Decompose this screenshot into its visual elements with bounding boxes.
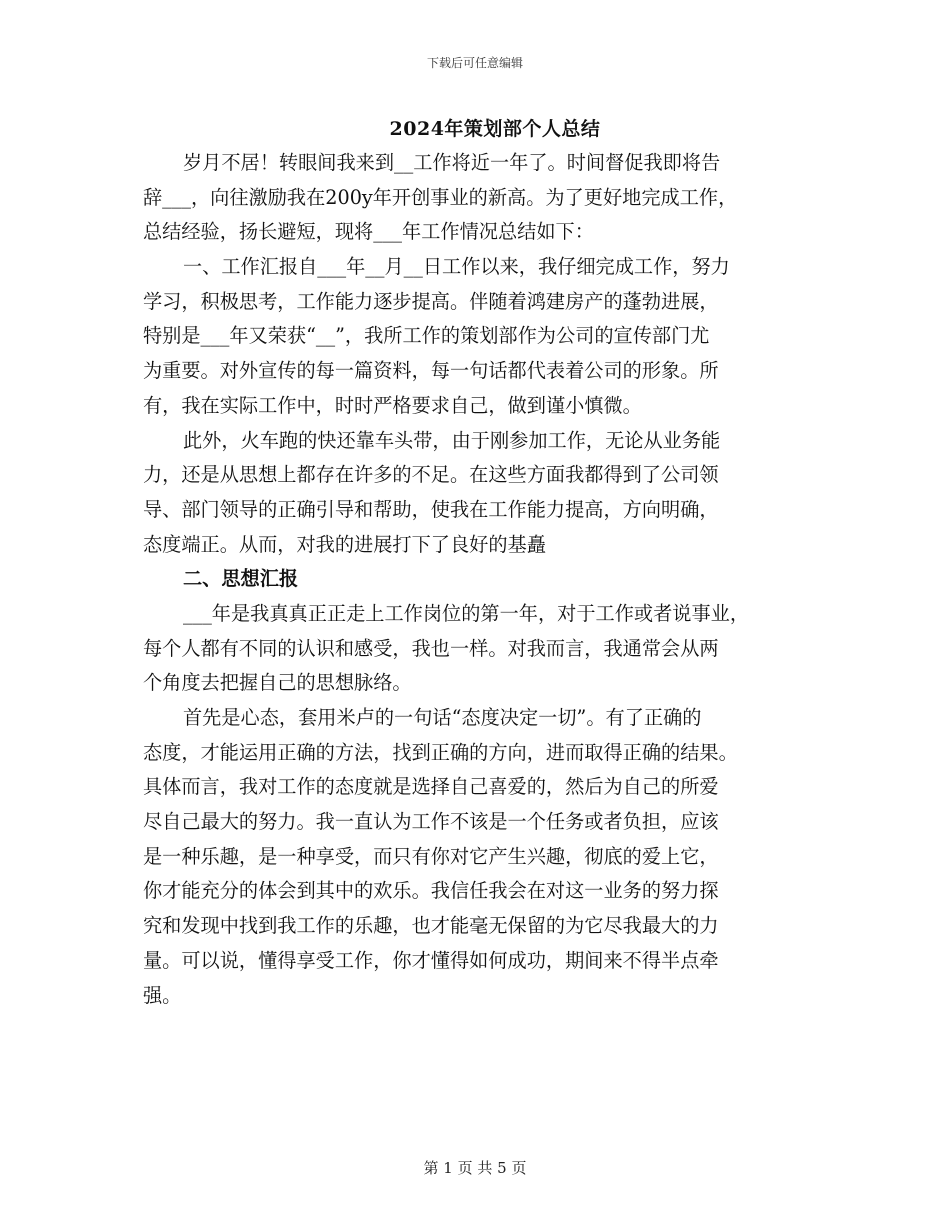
paragraph-line: 有，我在实际工作中，时时严格要求自己，做到谨小慎微。	[143, 393, 642, 417]
paragraph-line: ___年是我真真正正走上工作岗位的第一年，对于工作或者说事业，	[183, 601, 750, 625]
paragraph-line: 态度，才能运用正确的方法，找到正确的方向，进而取得正确的结果。	[143, 740, 738, 764]
paragraph-line: 总结经验，扬长避短，现将___年工作情况总结如下：	[143, 220, 594, 244]
paragraph-line: 个角度去把握自己的思想脉络。	[143, 671, 412, 695]
document-title: 2024年策划部个人总结	[389, 118, 601, 140]
paragraph-line: 强。	[143, 983, 182, 1007]
section-heading: 二、思想汇报	[183, 567, 299, 591]
paragraph-line: 导、部门领导的正确引导和帮助，使我在工作能力提高，方向明确，	[143, 497, 719, 521]
paragraph-line: 你才能充分的体会到其中的欢乐。我信任我会在对这一业务的努力探	[143, 879, 719, 903]
paragraph-line: 首先是心态，套用米卢的一句话“态度决定一切”。有了正确的	[183, 706, 702, 729]
paragraph-line: 究和发现中找到我工作的乐趣，也才能毫无保留的为它尽我最大的力	[143, 914, 719, 938]
paragraph-line: 一、工作汇报自___年__月__日工作以来，我仔细完成工作，努力	[183, 255, 730, 279]
paragraph-line: 岁月不居！转眼间我来到__工作将近一年了。时间督促我即将告	[183, 151, 721, 174]
paragraph-line: 此外，火车跑的快还靠车头带，由于刚参加工作，无论从业务能	[183, 428, 721, 452]
page-footer: 第 1 页 共 5 页	[423, 1159, 527, 1177]
document-body	[143, 146, 823, 1013]
paragraph-line: 是一种乐趣，是一种享受，而只有你对它产生兴趣，彻底的爱上它，	[143, 844, 719, 868]
paragraph-line: 为重要。对外宣传的每一篇资料，每一句话都代表着公司的形象。所	[143, 359, 719, 383]
header-note: 下载后可任意编辑	[426, 56, 523, 70]
paragraph-line: 学习，积极思考，工作能力逐步提高。伴随着鸿建房产的蓬勃进展，	[143, 289, 719, 313]
paragraph-line: 每个人都有不同的认识和感受，我也一样。对我而言，我通常会从两	[143, 636, 719, 660]
paragraph-line: 力，还是从思想上都存在许多的不足。在这些方面我都得到了公司领	[143, 463, 719, 487]
paragraph-line: 尽自己最大的努力。我一直认为工作不该是一个任务或者负担，应该	[143, 810, 719, 834]
paragraph-line: 辞___，向往激励我在200y年开创事业的新高。为了更好地完成工作，	[143, 185, 738, 209]
paragraph-line: 量。可以说，懂得享受工作，你才懂得如何成功，期间来不得半点牵	[143, 948, 719, 972]
paragraph-line: 态度端正。从而，对我的进展打下了良好的基矗	[143, 532, 546, 556]
paragraph-line: 具体而言，我对工作的态度就是选择自己喜爱的，然后为自己的所爱	[143, 775, 719, 799]
paragraph-line: 特别是___年又荣获“__”，我所工作的策划部作为公司的宣传部门尤	[143, 324, 710, 348]
